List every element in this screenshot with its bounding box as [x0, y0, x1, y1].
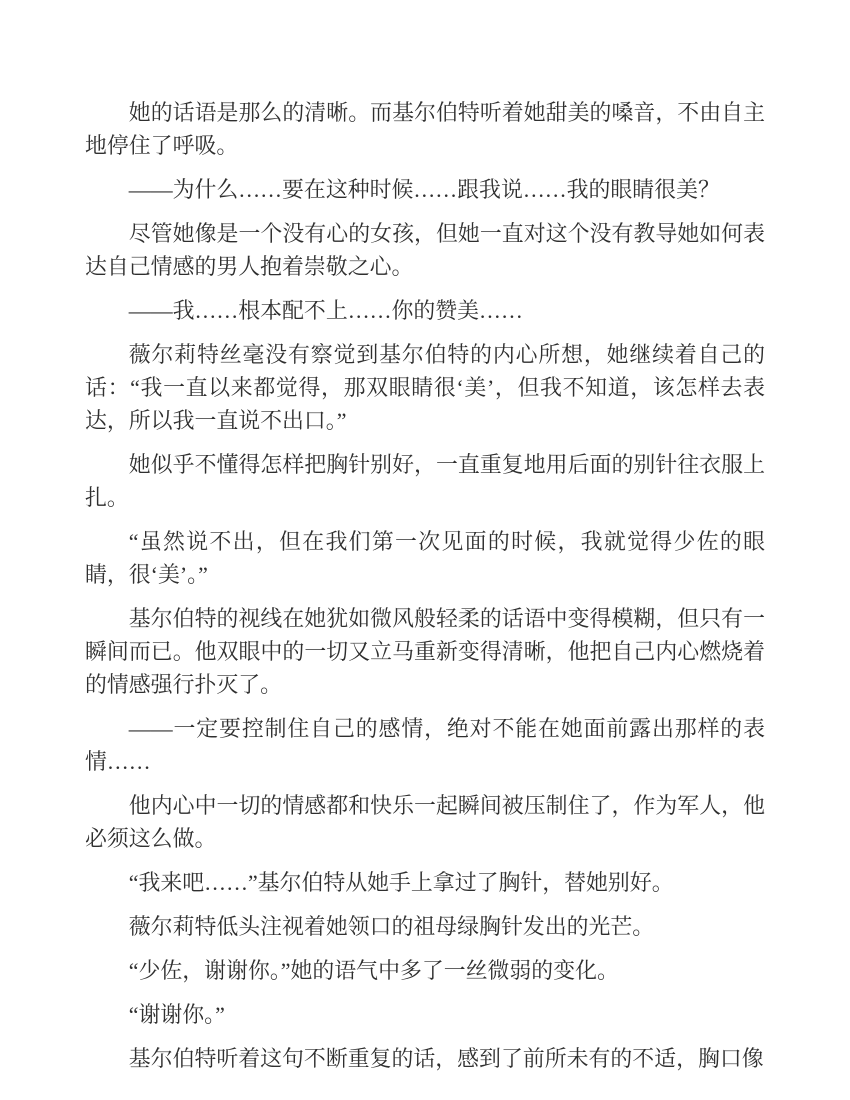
paragraph-inner-monologue: ——我……根本配不上……你的赞美…… [128, 298, 523, 323]
paragraph-dialogue: “少佐，谢谢你。”她的语气中多了一丝微弱的变化。 [128, 958, 619, 983]
paragraph: 她的话语是那么的清晰。而基尔伯特听着她甜美的嗓音，不由自主地停住了呼吸。 [85, 100, 765, 158]
paragraph: 她似乎不懂得怎样把胸针别好，一直重复地用后面的别针往衣服上扎。 [85, 452, 765, 510]
paragraph: 尽管她像是一个没有心的女孩，但她一直对这个没有教导她如何表达自己情感的男人抱着崇敬之心。 [85, 221, 765, 279]
paragraph-inner-monologue: ——为什么……要在这种时候……跟我说……我的眼睛很美？ [128, 177, 720, 202]
paragraph-inner-monologue: ——一定要控制住自己的感情，绝对不能在她面前露出那样的表情…… [85, 716, 765, 774]
paragraph-dialogue: “谢谢你。” [128, 1002, 225, 1027]
paragraph: 薇尔莉特丝毫没有察觉到基尔伯特的内心所想，她继续着自己的话：“我一直以来都觉得，那双眼睛很‘美’，但我不知道，该怎样去表达，所以我一直说不出口。” [85, 342, 765, 433]
paragraph: 基尔伯特听着这句不断重复的话，感到了前所未有的不适，胸口像 [128, 1046, 764, 1071]
paragraph: 薇尔莉特低头注视着她领口的祖母绿胸针发出的光芒。 [128, 914, 655, 939]
paragraph-dialogue: “虽然说不出，但在我们第一次见面的时候，我就觉得少佐的眼睛，很‘美’。” [85, 529, 765, 587]
paragraph: 他内心中一切的情感都和快乐一起瞬间被压制住了，作为军人，他必须这么做。 [85, 793, 765, 851]
paragraph: 基尔伯特的视线在她犹如微风般轻柔的话语中变得模糊，但只有一瞬间而已。他双眼中的一切又立马重新变得清晰，他把自己内心燃烧着的情感强行扑灭了。 [85, 606, 765, 697]
paragraph-dialogue: “我来吧……”基尔伯特从她手上拿过了胸针，替她别好。 [128, 870, 674, 895]
